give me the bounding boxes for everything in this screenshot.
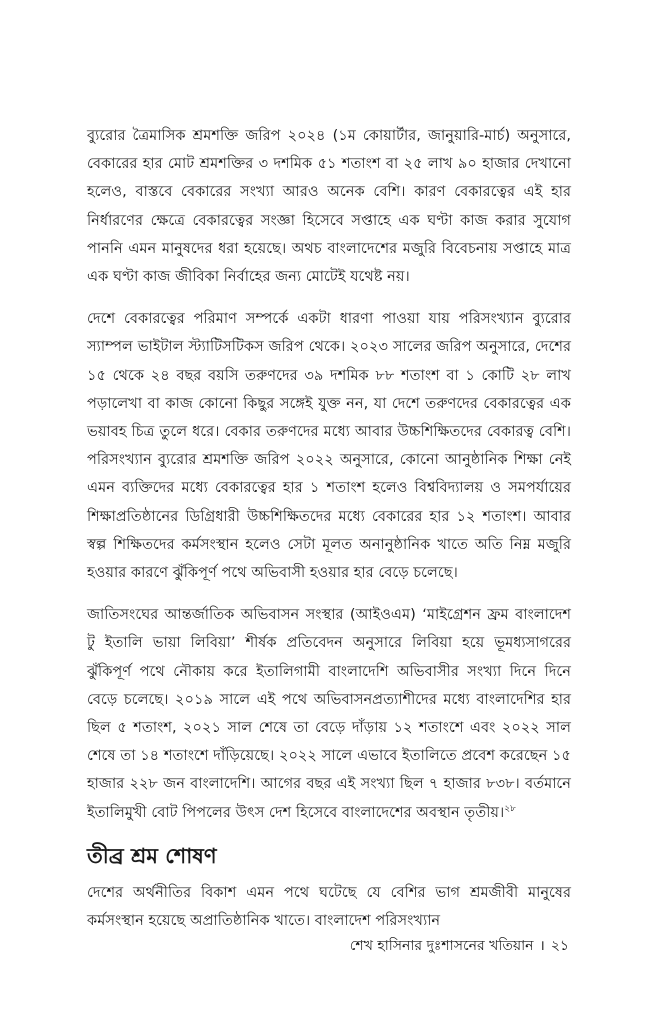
footer-separator: ।	[539, 938, 545, 954]
footnote-marker: ২৮	[504, 803, 516, 814]
running-title: শেখ হাসিনার দুঃশাসনের খতিয়ান	[349, 938, 534, 954]
page-number: ২১	[550, 938, 569, 954]
paragraph-text: জাতিসংঘের আন্তর্জাতিক অভিবাসন সংস্থার (আইওএম) ‘মাইগ্রেশন ফ্রম বাংলাদেশ টু ইতালি ভায়া লিবিয়া’ শীর্ষক প্রতিবেদন অনুসারে লিবিয়া হয়ে ভূমধ্যসাগরের ঝুঁকিপূর্ণ পথে নৌকায় করে ইতালিগামী বাংলাদেশি অভিবাসীর সংখ্যা দিনে দিনে বেড়ে চলেছে। ২০১৯ সালে এই পথে অভিবাসনপ্রত্যাশীদের মধ্যে বাংলাদেশির হার ছিল ৫ শতাংশ, ২০২১ সাল শেষে তা বেড়ে দাঁড়ায় ১২ শতাংশে এবং ২০২২ সাল শেষে তা ১৪ শতাংশে দাঁড়িয়েছে। ২০২২ সালে এভাবে ইতালিতে প্রবেশ করেছেন ১৫ হাজার ২২৮ জন বাংলাদেশি। আগের বছর এই সংখ্যা ছিল ৭ হাজার ৮৩৮। বর্তমানে ইতালিমুখী বোট পিপলের উৎস দেশ হিসেবে বাংলাদেশের অবস্থান তৃতীয়।	[87, 606, 571, 821]
paragraph-unemployment-survey	[87, 122, 571, 291]
paragraph-labor-exploitation	[87, 879, 571, 935]
paragraph-text: ব্যুরোর ত্রৈমাসিক শ্রমশক্তি জরিপ ২০২৪ (১ম কোয়ার্টার, জানুয়ারি-মার্চ) অনুসারে, বেকারের হার মোট শ্রমশক্তির ৩ দশমিক ৫১ শতাংশ বা ২৫ লাখ ৯০ হাজার দেখানো হলেও, বাস্তবে বেকারের সংখ্যা আরও অনেক বেশি। কারণ বেকারত্বের এই হার নির্ধারণের ক্ষেত্রে বেকারত্বের সংজ্ঞা হিসেবে সপ্তাহে এক ঘণ্টা কাজ করার সুযোগ পাননি এমন মানুষদের ধরা হয়েছে। অথচ বাংলাদেশের মজুরি বিবেচনায় সপ্তাহে মাত্র এক ঘণ্টা কাজ জীবিকা নির্বাহের জন্য মোটেই যথেষ্ট নয়।	[87, 127, 571, 286]
section-heading: তীব্র শ্রম শোষণ	[87, 843, 217, 868]
paragraph-youth-unemployment	[87, 305, 571, 587]
paragraph-text: দেশের অর্থনীতির বিকাশ এমন পথে ঘটেছে যে বেশির ভাগ শ্রমজীবী মানুষের কর্মসংস্থান হয়েছে অপ্রাতিষ্ঠানিক খাতে। বাংলাদেশ পরিসংখ্যান	[87, 883, 571, 930]
page-footer	[350, 936, 569, 956]
paragraph-migration	[87, 601, 571, 827]
paragraph-text: দেশে বেকারত্বের পরিমাণ সম্পর্কে একটা ধারণা পাওয়া যায় পরিসংখ্যান ব্যুরোর স্যাম্পল ভাইটাল স্ট্যাটিসটিকস জরিপ থেকে। ২০২৩ সালের জরিপ অনুসারে, দেশের ১৫ থেকে ২৪ বছর বয়সি তরুণদের ৩৯ দশমিক ৮৮ শতাংশ বা ১ কোটি ২৮ লাখ পড়ালেখা বা কাজ কোনো কিছুর সঙ্গেই যুক্ত নন, যা দেশে তরুণদের বেকারত্বের এক ভয়াবহ চিত্র তুলে ধরে। বেকার তরুণদের মধ্যে আবার উচ্চশিক্ষিতদের বেকারত্ব বেশি। পরিসংখ্যান ব্যুরোর শ্রমশক্তি জরিপ ২০২২ অনুসারে, কোনো আনুষ্ঠানিক শিক্ষা নেই এমন ব্যক্তিদের মধ্যে বেকারত্বের হার ১ শতাংশ হলেও বিশ্ববিদ্যালয় ও সমপর্যায়ের শিক্ষাপ্রতিষ্ঠানের ডিগ্রিধারী উচ্চশিক্ষিতদের মধ্যে বেকারের হার ১২ শতাংশ। আবার স্বল্প শিক্ষিতদের কর্মসংস্থান হলেও সেটা মূলত অনানুষ্ঠানিক খাতে অতি নিম্ন মজুরি হওয়ার কারণে ঝুঁকিপূর্ণ পথে অভিবাসী হওয়ার হার বেড়ে চলেছে।	[87, 310, 571, 582]
body-text	[87, 122, 571, 949]
